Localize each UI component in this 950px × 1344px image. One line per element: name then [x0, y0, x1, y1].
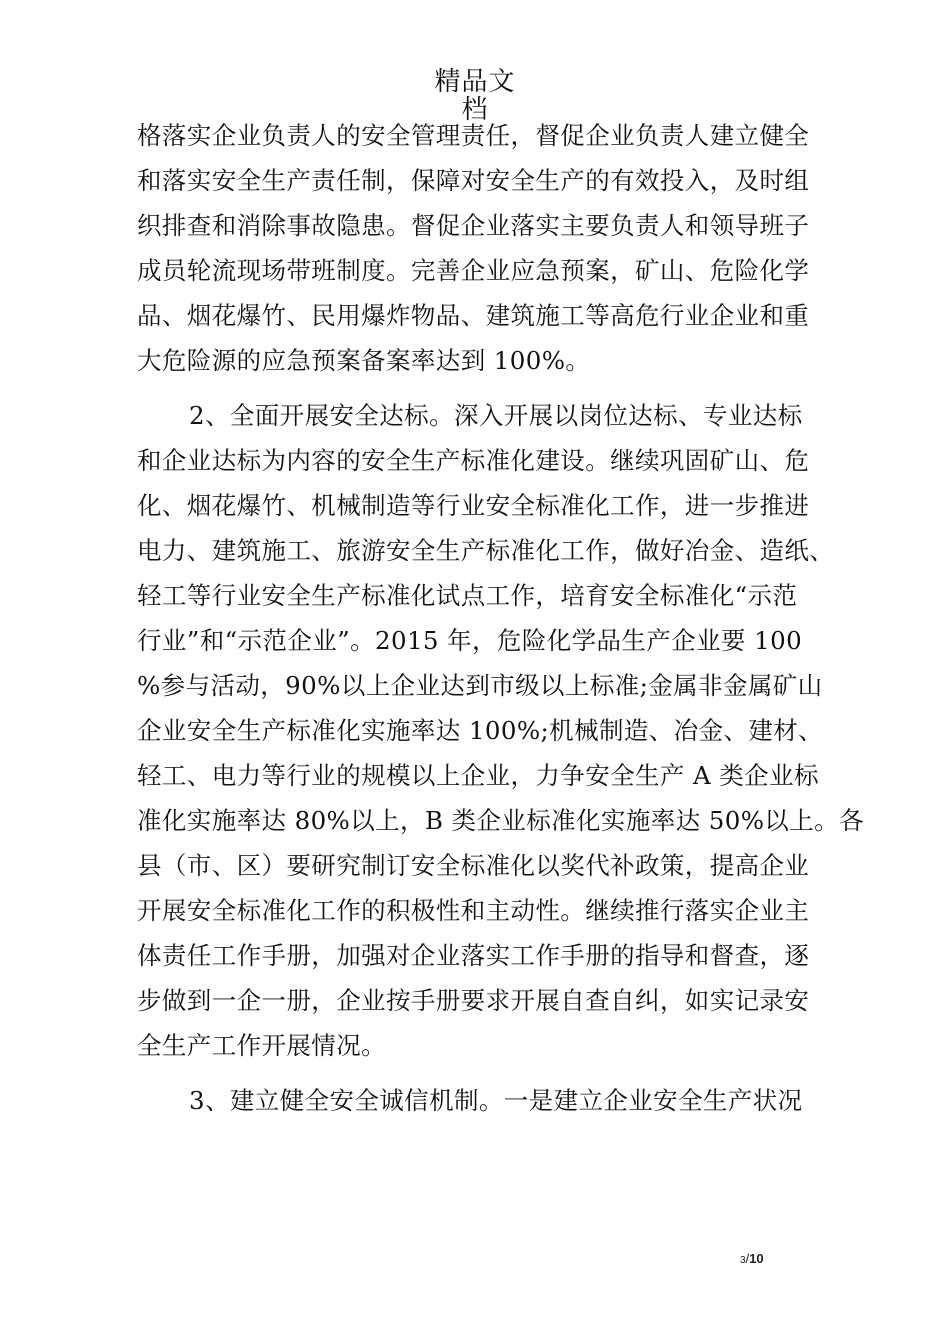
- text-line: 格落实企业负责人的安全管理责任，督促企业负责人建立健全: [137, 121, 810, 150]
- paragraph-1: [137, 113, 837, 383]
- text-line: 准化实施率达 80%以上，B 类企业标准化实施率达 50%以上。各: [137, 806, 864, 835]
- text-line: 和企业达标为内容的安全生产标准化建设。继续巩固矿山、危: [137, 446, 810, 475]
- paragraph-2: [137, 393, 864, 1068]
- page-number: [740, 1251, 764, 1266]
- paragraph-3: [137, 1078, 837, 1123]
- text-line: %参与活动，90%以上企业达到市级以上标准;金属非金属矿山: [137, 671, 823, 700]
- page-number-current: 3: [740, 1255, 746, 1266]
- text-line: 开展安全标准化工作的积极性和主动性。继续推行落实企业主: [137, 896, 810, 925]
- text-line: 行业”和“示范企业”。2015 年，危险化学品生产企业要 100: [137, 626, 803, 655]
- text-line: 步做到一企一册，企业按手册要求开展自查自纠，如实记录安: [137, 986, 810, 1015]
- document-body: [137, 113, 864, 1123]
- text-line: 织排查和消除事故隐患。督促企业落实主要负责人和领导班子: [137, 211, 810, 240]
- text-line: 轻工等行业安全生产标准化试点工作，培育安全标准化“示范: [137, 581, 798, 610]
- text-line: 县（市、区）要研究制订安全标准化以奖代补政策，提高企业: [137, 851, 810, 880]
- page-number-total: 10: [749, 1251, 764, 1266]
- text-line: 3、建立健全安全诚信机制。一是建立企业安全生产状况: [189, 1086, 803, 1115]
- paragraph-gap: [137, 383, 837, 393]
- text-line: 体责任工作手册，加强对企业落实工作手册的指导和督查，逐: [137, 941, 810, 970]
- page-number-separator: /: [745, 1251, 750, 1266]
- header-line-2: 档: [461, 95, 489, 125]
- text-line: 和落实安全生产责任制，保障对安全生产的有效投入，及时组: [137, 166, 810, 195]
- text-line: 成员轮流现场带班制度。完善企业应急预案，矿山、危险化学: [137, 256, 810, 285]
- text-line: 轻工、电力等行业的规模以上企业，力争安全生产 A 类企业标: [137, 761, 819, 790]
- text-line: 2、全面开展安全达标。深入开展以岗位达标、专业达标: [189, 401, 803, 430]
- text-line: 化、烟花爆竹、机械制造等行业安全标准化工作，进一步推进: [137, 491, 810, 520]
- paragraph-gap: [137, 1068, 837, 1078]
- text-line: 品、烟花爆竹、民用爆炸物品、建筑施工等高危行业企业和重: [137, 301, 810, 330]
- text-line: 电力、建筑施工、旅游安全生产标准化工作，做好冶金、造纸、: [137, 536, 835, 565]
- text-line: 大危险源的应急预案备案率达到 100%。: [137, 346, 591, 375]
- text-line: 全生产工作开展情况。: [137, 1031, 386, 1060]
- header-line-1: 精品文: [434, 67, 516, 97]
- text-line: 企业安全生产标准化实施率达 100%;机械制造、冶金、建材、: [137, 716, 824, 745]
